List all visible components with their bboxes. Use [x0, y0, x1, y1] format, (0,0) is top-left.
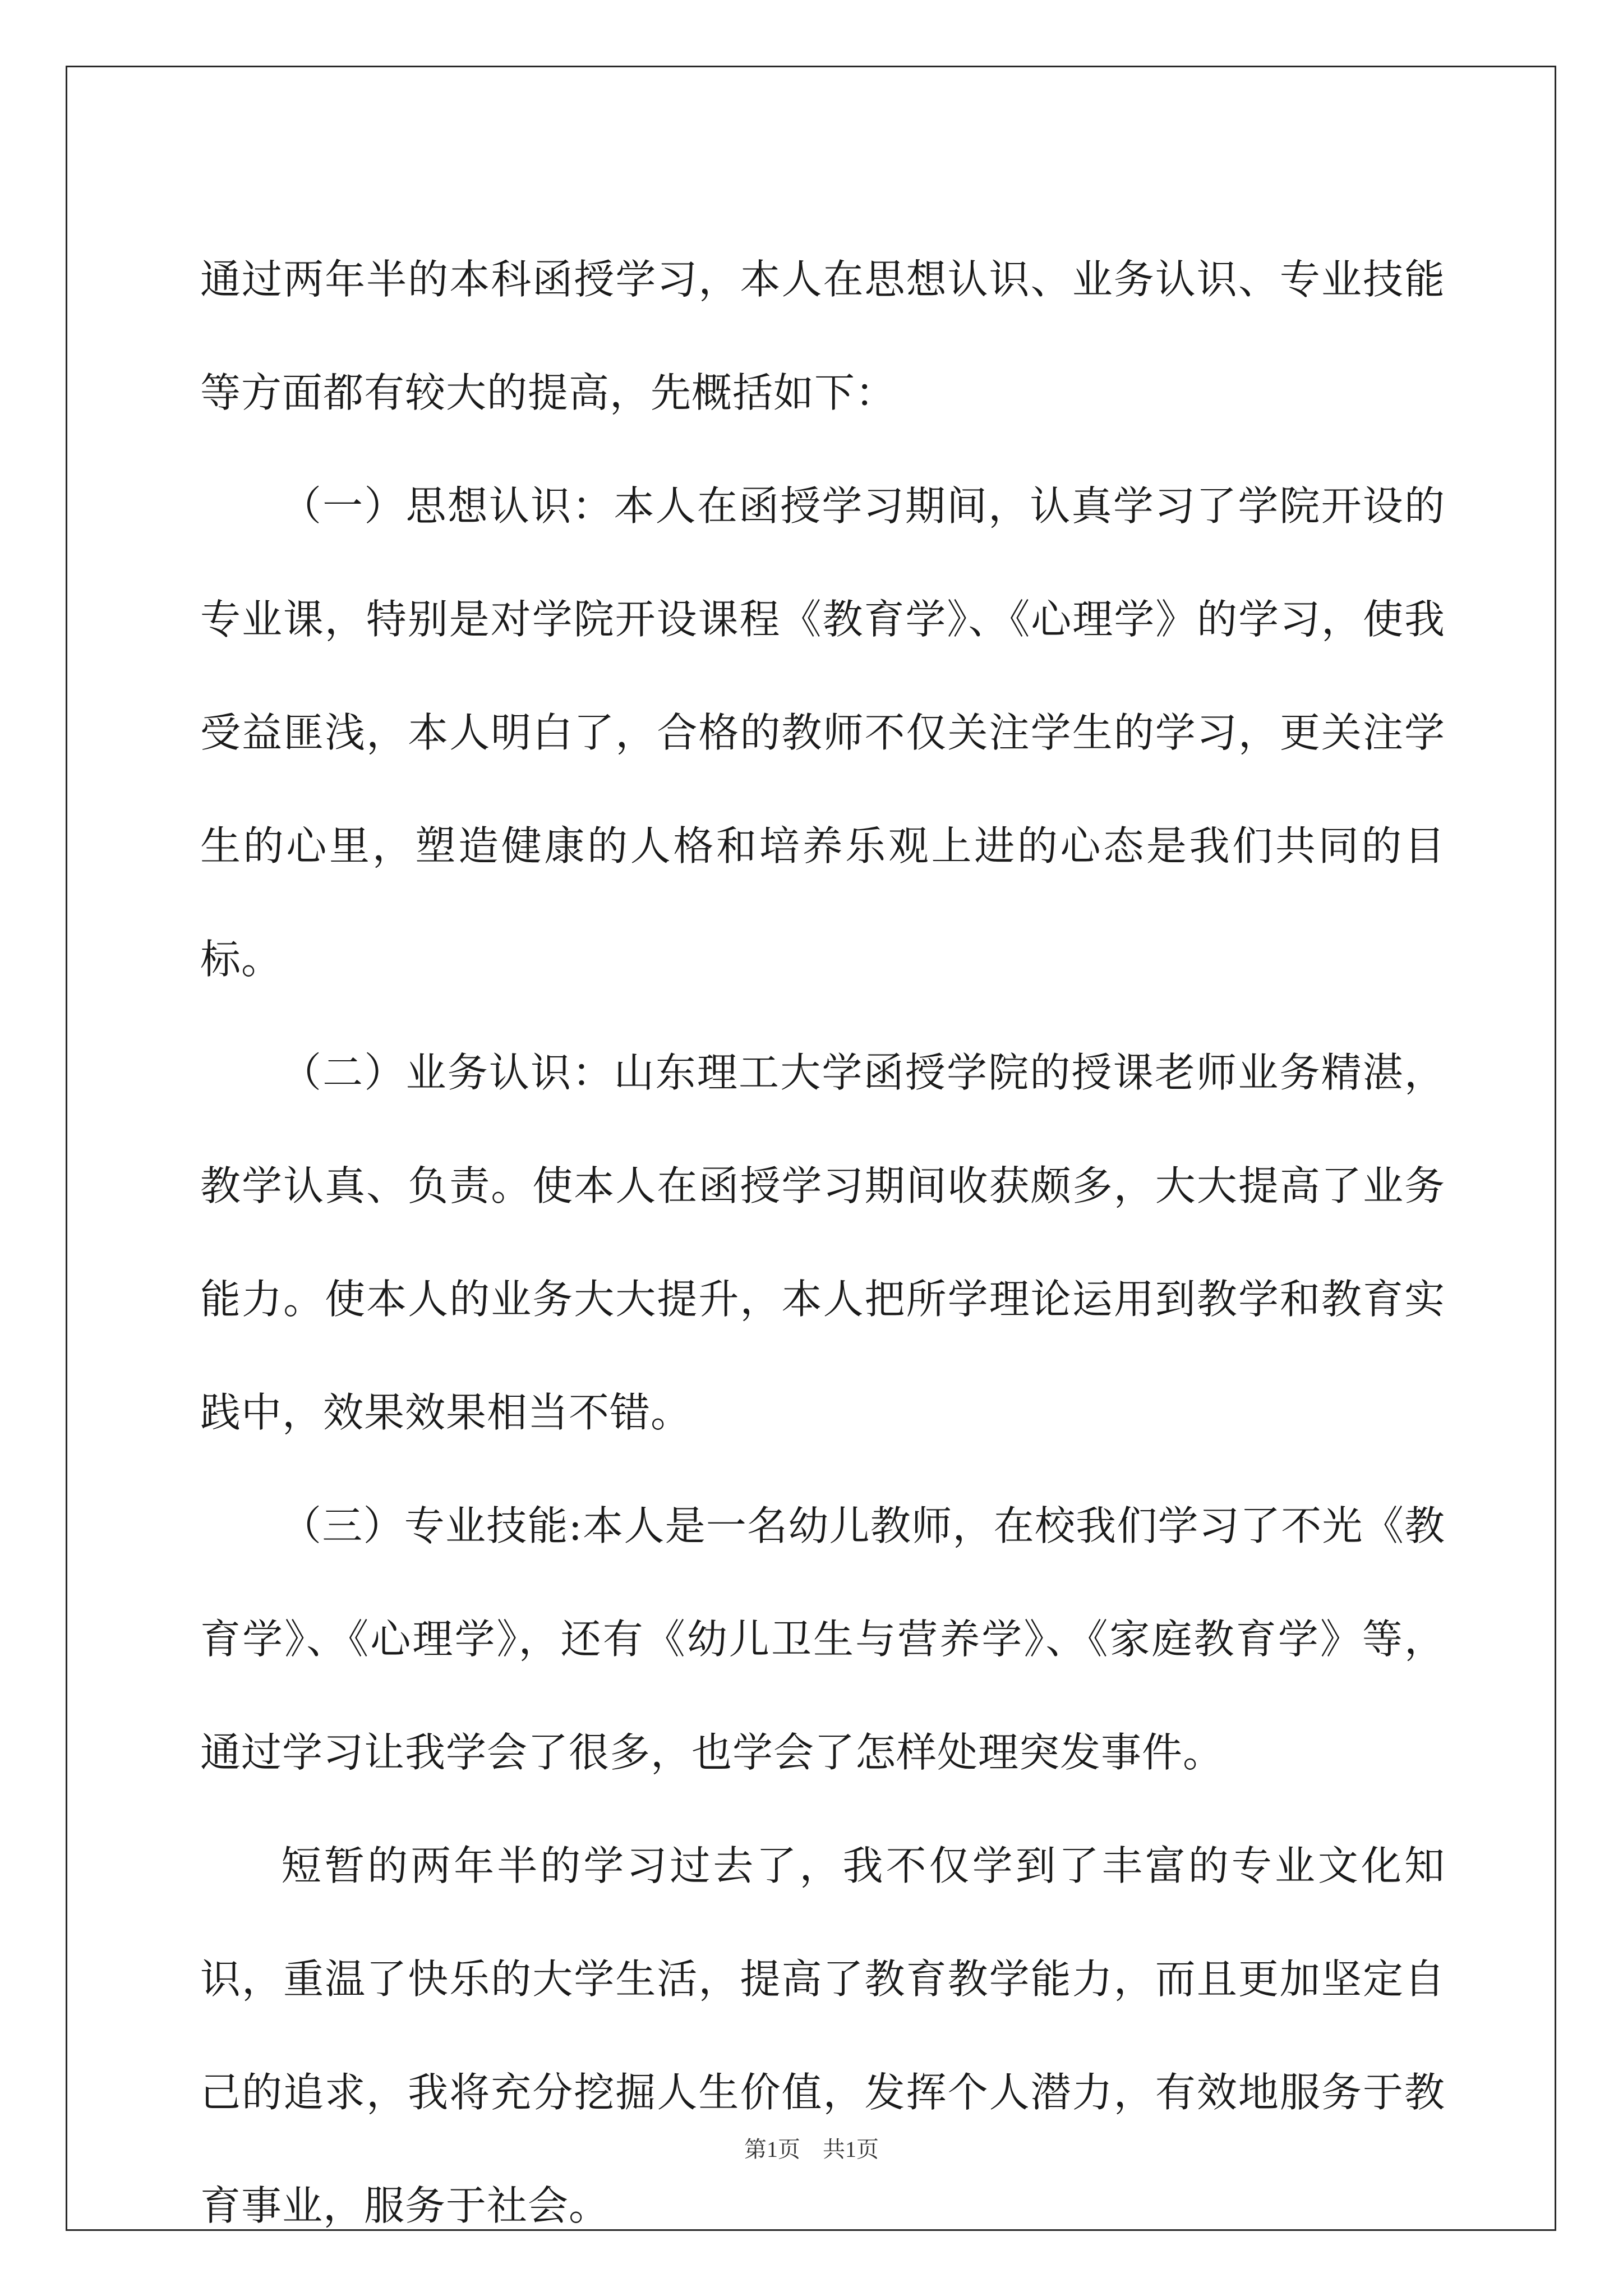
paragraph-ideological-understanding: （一）思想认识：本人在函授学习期间，认真学习了学院开设的专业课，特别是对学院开设课程《教育学》、《心理学》的学习，使我受益匪浅，本人明白了，合格的教师不仅关注学生的学习，更关注学生的心里，塑造健康的人格和培养乐观上进的心态是我们共同的目标。	[200, 482, 1445, 983]
page-footer	[0, 2132, 1623, 2164]
paragraph-conclusion: 短暂的两年半的学习过去了，我不仅学到了丰富的专业文化知识，重温了快乐的大学生活，提高了教育教学能力，而且更加坚定自己的追求，我将充分挖掘人生价值，发挥个人潜力，有效地服务于教育事业，服务于社会。	[200, 1842, 1445, 2229]
paragraph-professional-skills: （三）专业技能:本人是一名幼儿教师，在校我们学习了不光《教育学》、《心理学》，还有《幼儿卫生与营养学》、《家庭教育学》等，通过学习让我学会了很多，也学会了怎样处理突发事件。	[200, 1502, 1445, 1776]
paragraph-professional-understanding: （二）业务认识：山东理工大学函授学院的授课老师业务精湛，教学认真、负责。使本人在函授学习期间收获颇多，大大提高了业务能力。使本人的业务大大提升，本人把所学理论运用到教学和教育实践中，效果效果相当不错。	[200, 1049, 1445, 1436]
paragraph-intro: 通过两年半的本科函授学习，本人在思想认识、业务认识、专业技能等方面都有较大的提高，先概括如下：	[200, 256, 1445, 416]
total-pages: 共1页	[823, 2137, 879, 2162]
page-number: 第1页	[744, 2137, 800, 2162]
document-body	[200, 223, 1445, 2262]
